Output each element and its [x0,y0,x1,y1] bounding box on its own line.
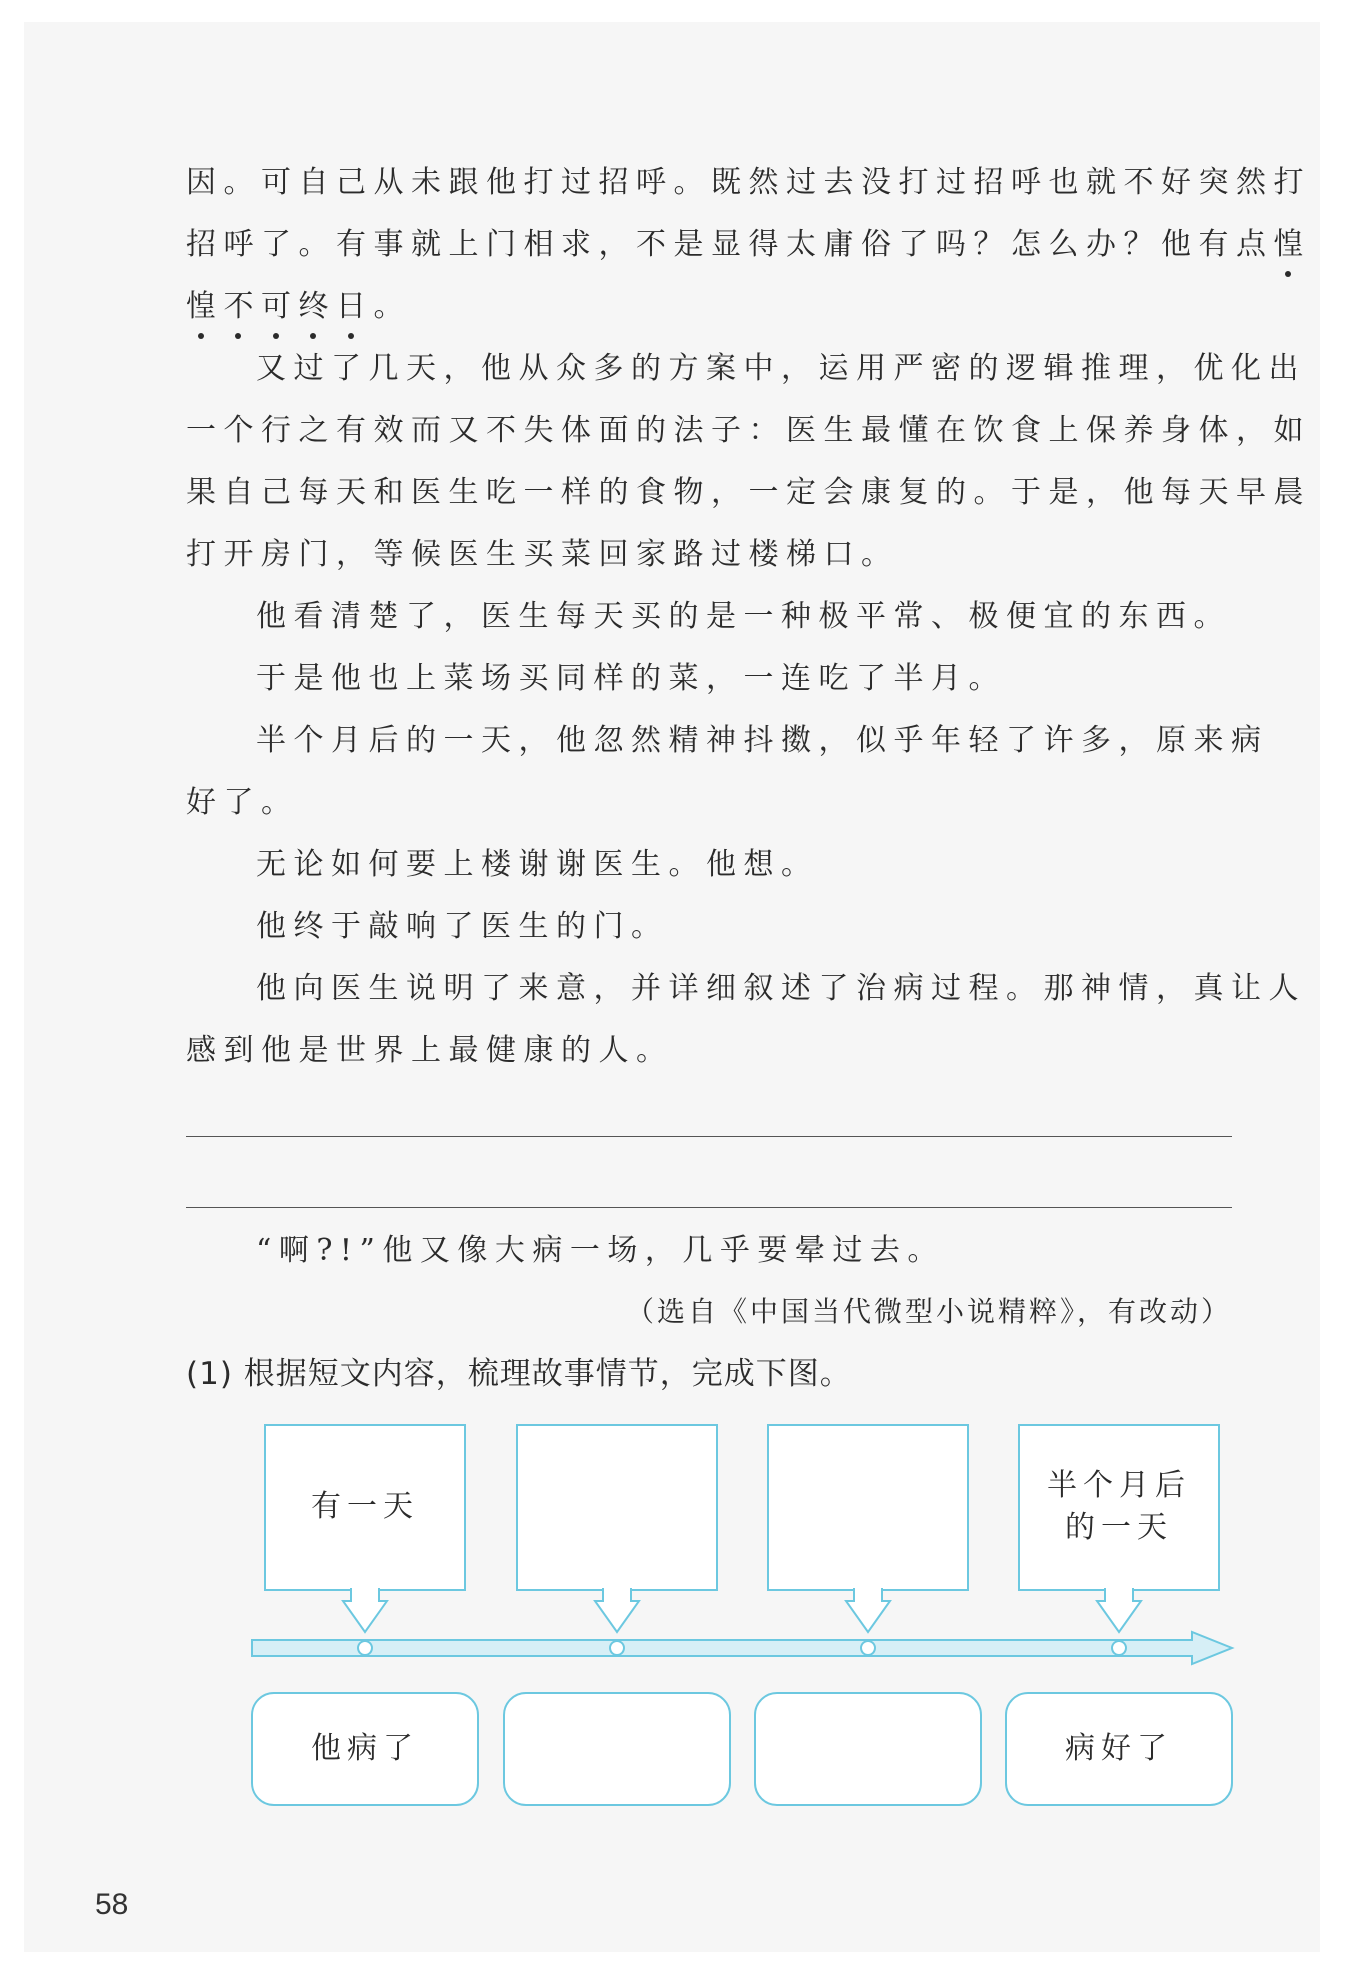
top-event-box[interactable] [768,1425,968,1590]
bottom-box-label: 他病了 [311,1731,419,1766]
pointer-joint [1106,1588,1132,1592]
bottom-event-box[interactable] [504,1693,730,1805]
page-number: 58 [95,1888,129,1921]
passage-line: 一个行之有效而又不失体面的法子：医生最懂在饮食上保养身体，如 [186,413,1311,448]
passage-line: 无论如何要上楼谢谢医生。他想。 [256,847,819,882]
question-prompt: (1) 根据短文内容，梳理故事情节，完成下图。 [186,1356,852,1392]
timeline-arrow [252,1632,1232,1664]
label-line: 有一天 [311,1489,419,1524]
emphasis-dotted-char: 终 [299,287,337,327]
source-citation: （选自《中国当代微型小说精粹》，有改动） [625,1295,1232,1328]
top-box-label [265,1486,465,1528]
pointer-joint [855,1588,881,1592]
passage-line: 好了。 [186,785,299,820]
timeline-node [358,1641,372,1655]
bottom-event-box[interactable] [755,1693,981,1805]
emphasis-dotted-char: 惶 [1274,225,1312,265]
emphasis-dotted-char: 惶 [186,287,224,327]
passage-line: 果自己每天和医生吃一样的食物，一定会康复的。于是，他每天早晨 [186,475,1311,510]
emphasis-dotted-char: 不 [224,287,262,327]
timeline-node [610,1641,624,1655]
emphasis-dotted-char: 可 [261,287,299,327]
top-event-box[interactable] [517,1425,717,1590]
passage-line: 他终于敲响了医生的门。 [256,909,669,944]
top-box-label [1019,1465,1219,1549]
bottom-box-label: 病好了 [1065,1731,1173,1766]
pointer-arrow [595,1589,639,1632]
timeline-node [1112,1641,1126,1655]
passage-line: 他看清楚了，医生每天买的是一种极平常、极便宜的东西。 [256,599,1231,634]
passage-text: 。 [373,289,411,324]
passage-line: 他向医生说明了来意，并详细叙述了治病过程。那神情，真让人 [256,971,1306,1006]
timeline-node [861,1641,875,1655]
passage-line: 又过了几天，他从众多的方案中，运用严密的逻辑推理，优化出 [256,351,1306,386]
passage-line: 半个月后的一天，他忽然精神抖擞，似乎年轻了许多，原来病 [256,723,1269,758]
passage-line: 打开房门，等候医生买菜回家路过楼梯口。 [186,537,899,572]
label-line: 的一天 [1065,1510,1173,1545]
label-line: 半个月后 [1047,1468,1191,1503]
passage-line: “啊?!”他又像大病一场，几乎要晕过去。 [256,1233,945,1268]
passage-line: 于是他也上菜场买同样的菜，一连吃了半月。 [256,661,1006,696]
pointer-arrow [343,1589,387,1632]
passage-line: 感到他是世界上最健康的人。 [186,1033,674,1068]
passage-text: 招呼了。有事就上门相求，不是显得太庸俗了吗？怎么办？他有点 [186,227,1274,262]
passage-line: 因。可自己从未跟他打过招呼。既然过去没打过招呼也就不好突然打 [186,165,1311,200]
pointer-arrow [846,1589,890,1632]
pointer-joint [604,1588,630,1592]
pointer-arrow [1097,1589,1141,1632]
emphasis-dotted-char: 日 [336,287,374,327]
pointer-joint [352,1588,378,1592]
